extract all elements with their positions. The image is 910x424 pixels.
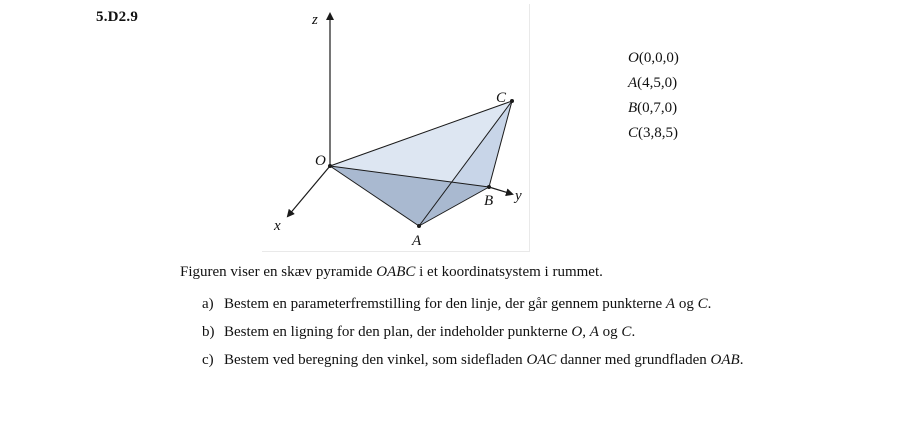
point-c-label: C [496, 90, 507, 106]
task-label: c) [202, 352, 214, 368]
task-label: a) [202, 296, 214, 312]
coordinate-b: B(0,7,0) [628, 100, 678, 116]
point-a-label: A [412, 233, 422, 249]
pyramid-diagram [262, 4, 530, 252]
pyramid-figure [262, 4, 530, 252]
point-a-dot [417, 224, 421, 228]
x-axis-label: x [274, 218, 281, 234]
coordinate-o: O(0,0,0) [628, 50, 679, 66]
task-label: b) [202, 324, 215, 340]
point-b-label: B [484, 193, 494, 209]
task-list [202, 294, 802, 378]
point-b-dot [487, 185, 491, 189]
task-b [202, 322, 802, 342]
point-c-dot [510, 99, 514, 103]
coordinate-a: A(4,5,0) [628, 75, 678, 91]
task-text: Bestem en ligning for den plan, der indeholder punkterne O, A og C. [224, 324, 636, 340]
coordinate-c: C(3,8,5) [628, 125, 679, 141]
task-text: Bestem ved beregning den vinkel, som sidefladen OAC danner med grundfladen OAB. [224, 352, 744, 368]
z-axis-label: z [312, 12, 318, 28]
task-c [202, 350, 802, 370]
coordinate-list [628, 46, 679, 146]
x-axis [288, 166, 330, 216]
task-text: Bestem en parameterfremstilling for den linje, der går gennem punkterne A og C. [224, 296, 712, 312]
point-o-label: O [315, 153, 326, 169]
point-o-dot [328, 164, 332, 168]
problem-intro: Figuren viser en skæv pyramide OABC i et koordinatsystem i rummet. [180, 264, 603, 280]
problem-id: 5.D2.9 [96, 9, 139, 25]
task-a [202, 294, 802, 314]
y-axis-label: y [515, 188, 522, 204]
